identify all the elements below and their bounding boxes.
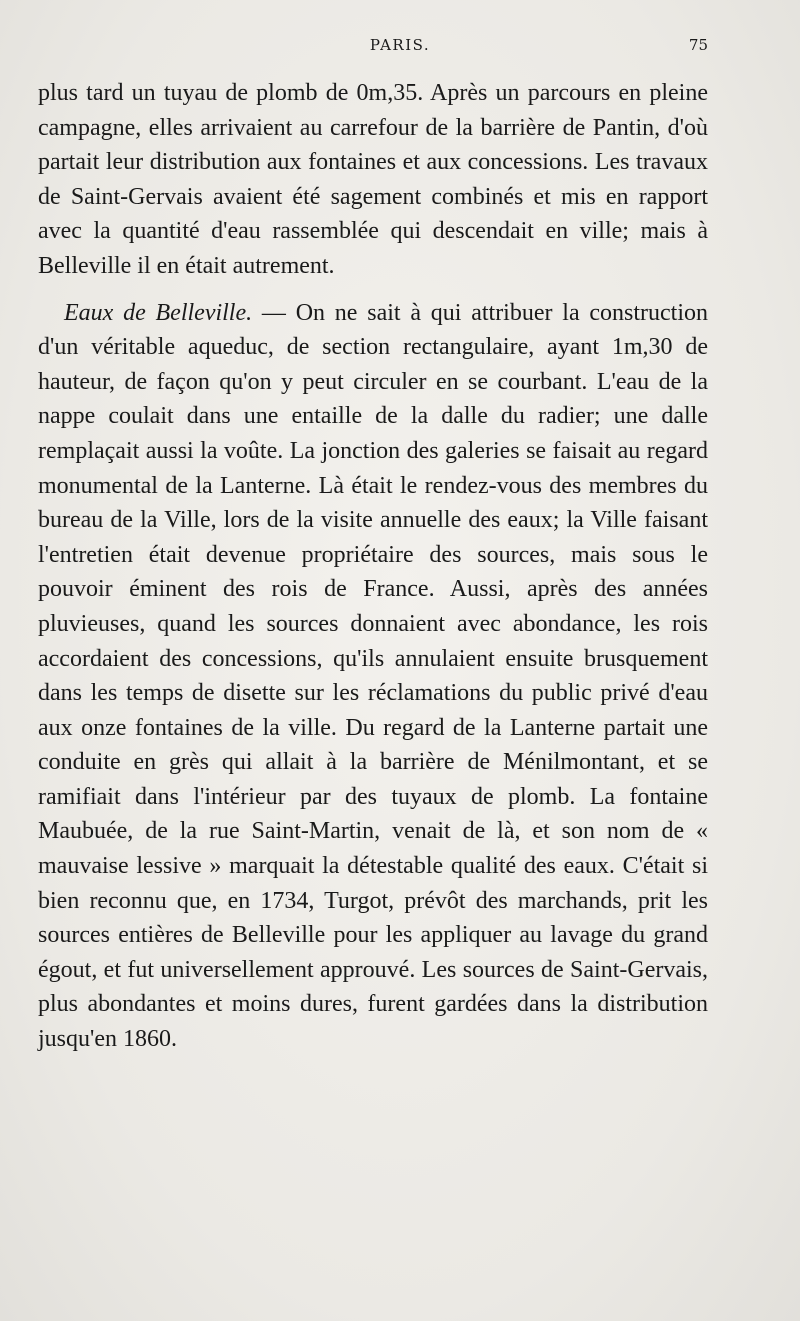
body-text	[38, 76, 708, 1057]
paragraph-2	[38, 296, 708, 1057]
paragraph-1: plus tard un tuyau de plomb de 0m,35. Après un parcours en pleine campagne, elles arrivaient au carrefour de la barrière de Pantin, d'où partait leur distribution aux fontaines et aux concessions. Les travaux de Saint-Gervais avaient été sagement combinés et mis en rapport avec la quantité d'eau rassemblée qui descendait en ville; mais à Belleville il en était autrement.	[38, 80, 708, 279]
section-heading: Eaux de Belleville.	[64, 299, 253, 326]
page-title: PARIS.	[369, 36, 431, 54]
paragraph-2-text: — On ne sait à qui attribuer la construction d'un véritable aqueduc, de section rectangulaire, ayant 1m,30 de hauteur, de façon qu'on y peut circuler en se courbant. L'eau de la nappe coulait dans une entaille de la dalle du radier; une dalle remplaçait aussi la voûte. La jonction des galeries se faisait au regard monumental de la Lanterne. Là était le rendez-vous des membres du bureau de la Ville, lors de la visite annuelle des eaux; la Ville faisant l'entretien était devenue propriétaire des sources, mais sous le pouvoir éminent des rois de France. Aussi, après des années pluvieuses, quand les sources donnaient avec abondance, les rois accordaient des concessions, qu'ils annulaient ensuite brusquement dans les temps de disette sur les réclamations du public privé d'eau aux onze fontaines de la ville. Du regard de la Lanterne partait une conduite en grès qui allait à la barrière de Ménilmontant, et se ramifiait dans l'intérieur par des tuyaux de plomb. La fontaine Maubuée, de la rue Saint-Martin, venait de là, et son nom de « mauvaise lessive » marquait la détestable qualité des eaux. C'était si bien reconnu que, en 1734, Turgot, prévôt des marchands, prit les sources entières de Belleville pour les appliquer au lavage du grand égout, et fut universellement approuvé. Les sources de Saint-Gervais, plus abondantes et moins dures, furent gardées dans la distribution jusqu'en 1860.	[38, 299, 709, 1053]
page-number: 75	[688, 36, 708, 54]
running-head	[0, 34, 800, 58]
